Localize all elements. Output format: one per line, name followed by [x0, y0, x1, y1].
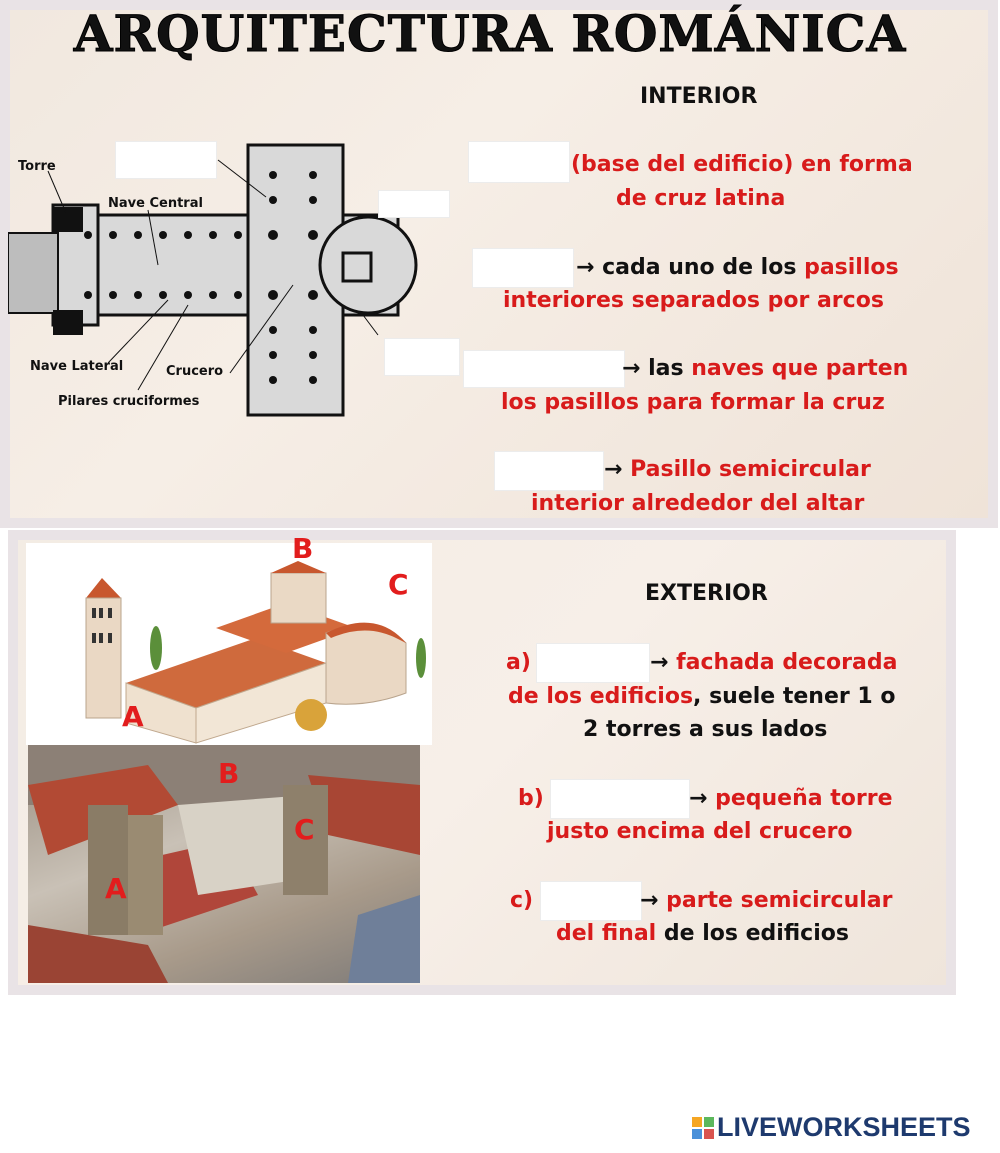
- exterior-heading: EXTERIOR: [645, 581, 768, 606]
- exterior-item-c-line1: → parte semicircular: [640, 888, 893, 913]
- plan-label-nave-lateral: Nave Lateral: [30, 359, 124, 374]
- liveworksheets-logo[interactable]: LIVEWORKSHEETS: [692, 1112, 971, 1143]
- exterior-item-c-letter: c): [510, 888, 534, 913]
- answer-field-crucero[interactable]: [463, 350, 625, 388]
- answer-field-plan-2[interactable]: [378, 190, 450, 218]
- interior-item-4-line1: → Pasillo semicircular: [604, 457, 871, 482]
- interior-heading: INTERIOR: [640, 84, 758, 109]
- answer-field-abside[interactable]: [540, 881, 642, 921]
- answer-field-planta[interactable]: [468, 141, 570, 183]
- exterior-item-b-letter: b): [518, 786, 544, 811]
- answer-field-plan-1[interactable]: [115, 141, 217, 179]
- photo-letter-a-photo: A: [105, 872, 127, 905]
- church-illustration: [26, 543, 432, 745]
- plan-label-nave-central: Nave Central: [108, 196, 203, 211]
- exterior-item-a-line3: 2 torres a sus lados: [583, 717, 828, 742]
- floor-plan-diagram: [8, 135, 440, 427]
- exterior-item-a-letter: a): [506, 650, 531, 675]
- interior-item-3-line1: → las naves que parten: [622, 356, 909, 381]
- page-title: ARQUITECTURA ROMÁNICA: [73, 4, 907, 63]
- photo-letter-c-photo: C: [294, 813, 315, 846]
- exterior-item-a-line1: → fachada decorada: [650, 650, 898, 675]
- interior-item-4-line2: interior alrededor del altar: [531, 491, 865, 516]
- photo-letter-a-top: A: [122, 700, 144, 733]
- answer-field-cimborrio[interactable]: [550, 779, 690, 819]
- interior-item-2-line1: → cada uno de los pasillos: [576, 255, 899, 280]
- answer-field-plan-3[interactable]: [384, 338, 460, 376]
- photo-letter-c-top: C: [388, 568, 409, 601]
- exterior-item-b-line2: justo encima del crucero: [547, 819, 853, 844]
- plan-label-crucero: Crucero: [166, 364, 224, 379]
- interior-item-2-line2: interiores separados por arcos: [503, 288, 884, 313]
- interior-item-1-line1: (base del edificio) en forma: [571, 152, 913, 177]
- photo-letter-b-top: B: [292, 532, 314, 565]
- plan-label-pilares: Pilares cruciformes: [58, 394, 200, 409]
- answer-field-girola[interactable]: [494, 451, 604, 491]
- plan-label-torre: Torre: [18, 159, 56, 174]
- exterior-item-b-line1: → pequeña torre: [689, 786, 893, 811]
- liveworksheets-icon: [692, 1117, 714, 1139]
- interior-item-3-line2: los pasillos para formar la cruz: [501, 390, 885, 415]
- exterior-item-c-line2: del final de los edificios: [556, 921, 849, 946]
- photo-letter-b-photo: B: [218, 757, 240, 790]
- exterior-item-a-line2: de los edificios, suele tener 1 o: [508, 684, 896, 709]
- answer-field-naves[interactable]: [472, 248, 574, 288]
- interior-item-1-line2: de cruz latina: [616, 186, 786, 211]
- answer-field-portada[interactable]: [536, 643, 650, 683]
